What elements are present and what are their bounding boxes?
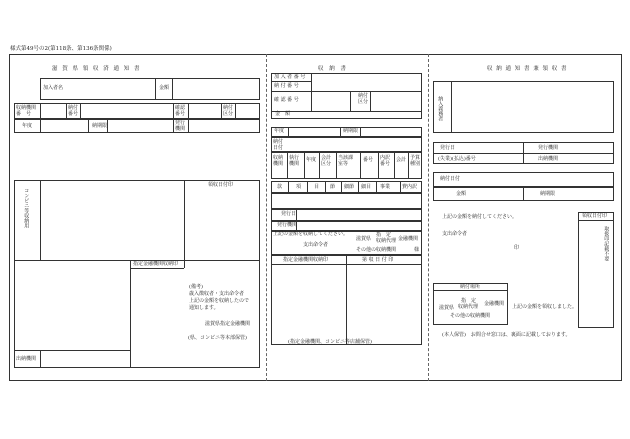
header-cell: 当該課 室等 <box>338 155 354 167</box>
header-cell: 予算 種別 <box>410 155 421 167</box>
subheader-cell: 項 <box>296 184 302 190</box>
subheader-cell: 細目 <box>361 184 372 190</box>
right-tax-number: (失業)(払込)番号 <box>438 156 476 162</box>
right-footer-label: (本人保管) お問合せ窓口は、裏面に記載しております。 <box>442 332 571 338</box>
header-cell: 執行 機関 <box>289 155 300 167</box>
header-cell: 会計 区分 <box>321 155 332 167</box>
right-financial-agency: 金融機関 <box>484 301 505 307</box>
note-heading: (備考) <box>189 284 203 290</box>
right-collection-agent: 収納代理 <box>458 304 479 310</box>
fiscal-year-label: 年度 <box>22 123 33 129</box>
designated-agency-label: 滋賀県指定金融機関 <box>205 321 251 327</box>
amount-label: 金額 <box>159 85 170 91</box>
subheader-cell: 節 <box>330 184 336 190</box>
payer-box <box>40 78 260 100</box>
header-cell: 収納 機関 <box>273 155 284 167</box>
subheader-cell: 事業 <box>380 184 391 190</box>
middle-amount-label: 金 額 <box>275 111 291 117</box>
payment-place-label: 納付場所 <box>460 284 481 290</box>
right-date-row <box>433 172 614 187</box>
form-number: 様式第49号の2(第118条、第136条関係) <box>10 46 112 52</box>
receipt-date-label: 領収日付印 <box>208 182 234 188</box>
issuing-agency-label: 発行 機関 <box>175 120 186 132</box>
middle-other-agency: その他の収納機関 <box>356 247 397 253</box>
middle-receipt-left: 指定金融機関収納印 <box>283 257 329 263</box>
middle-date-row <box>271 137 422 152</box>
note-line-2: 上記の金額を収納したので <box>189 298 250 304</box>
right-receipt-date: 領収日付印 <box>582 213 608 219</box>
confirmation-number-label: 確認 番号 <box>175 105 186 117</box>
header-cell: 番号 <box>363 157 374 163</box>
right-vertical-note: 取扱印記載不要 <box>603 226 610 261</box>
perforation-right <box>428 54 429 381</box>
middle-blank-row <box>271 193 422 209</box>
note-line-1: 歳入徴収者・支出命令者 <box>189 291 245 297</box>
subheader-cell: 細節 <box>344 184 355 190</box>
designated-receipt-label: 指定金融機関収納印 <box>133 261 179 267</box>
middle-receipt-right: 第 収 日 付 印 <box>362 257 394 263</box>
left-footer-label: (県、コンビニ等本部保管) <box>188 335 247 341</box>
subheader-cell: 目 <box>314 184 320 190</box>
convenience-column: コンビニ等収納用 <box>23 188 30 228</box>
subheader-cell: 費内訳 <box>402 184 418 190</box>
middle-received-text: 上記の金額を収納してください。 <box>273 231 349 237</box>
middle-deadline: 納期限 <box>343 128 359 134</box>
middle-footer-label: (指定金融機関、コンビニ等店舗保管) <box>288 339 372 345</box>
right-disbursement: 支出命令者 <box>442 231 468 237</box>
right-title: 収 納 通 知 書 兼 領 収 書 <box>487 66 568 72</box>
payer-number-label: 加 入 者 番 号 <box>274 74 306 80</box>
receiving-agency-label: 収納機関 番 号 <box>16 105 37 117</box>
middle-payment-number-label: 納 付 番 号 <box>274 83 299 89</box>
right-deadline: 納期限 <box>540 191 556 197</box>
middle-confirmation-label: 確 認 番 号 <box>274 97 299 103</box>
middle-bank-label: 滋賀県 <box>356 236 372 242</box>
right-amount: 金額 <box>456 191 467 197</box>
middle-payment-date: 納付 日付 <box>273 139 284 151</box>
payer-block <box>433 81 614 133</box>
right-treasury-agency: 出納機関 <box>538 156 559 162</box>
middle-stamp: 様 <box>414 247 420 253</box>
right-issuing-agency: 発行機関 <box>538 145 559 151</box>
payment-number-label: 納付 番号 <box>68 105 79 117</box>
middle-financial-agency: 金融機関 <box>398 236 419 242</box>
payment-deadline-label: 納期限 <box>92 123 108 129</box>
payment-category-label: 納付 区分 <box>223 105 234 117</box>
fiscal-row <box>14 119 260 133</box>
note-line-3: 通知します。 <box>189 305 219 311</box>
middle-issue-date: 発行日 <box>281 211 297 217</box>
right-issue-date: 発行日 <box>440 145 456 151</box>
collection-agency-label: 出納機関 <box>16 356 37 362</box>
subheader-cell: 款 <box>277 184 283 190</box>
middle-designated: 指 定 <box>376 232 392 238</box>
right-request-text: 上記の金額を納付してください。 <box>442 214 518 220</box>
right-designated: 指 定 <box>461 298 477 304</box>
middle-collection-agent: 収納代理 <box>376 238 397 244</box>
left-title: 滋 賀 県 領 収 済 通 知 書 <box>52 66 141 72</box>
payer-block-label: 納入義務者 <box>437 96 444 121</box>
right-payment-date: 納付日付 <box>440 176 461 182</box>
right-other-agency: その他の収納機関 <box>450 313 491 319</box>
middle-disbursement: 支出命令者 <box>303 242 329 248</box>
perforation-left <box>266 54 267 381</box>
header-cell: 内訳 番号 <box>380 155 391 167</box>
right-seal: 印 <box>514 245 520 251</box>
right-bank-label: 滋賀県 <box>439 305 455 311</box>
payer-name-label: 加入者名 <box>43 85 64 91</box>
middle-issuing-agency: 発行機関 <box>277 222 298 228</box>
middle-fiscal-year: 年度 <box>274 128 285 134</box>
header-cell: 年度 <box>306 157 317 163</box>
header-cell: 会計 <box>396 157 407 163</box>
middle-payment-category: 納付 区分 <box>358 93 369 105</box>
middle-title: 収 納 書 <box>318 66 348 72</box>
right-received-confirm: 上記の金額を領収しました。 <box>512 304 578 310</box>
